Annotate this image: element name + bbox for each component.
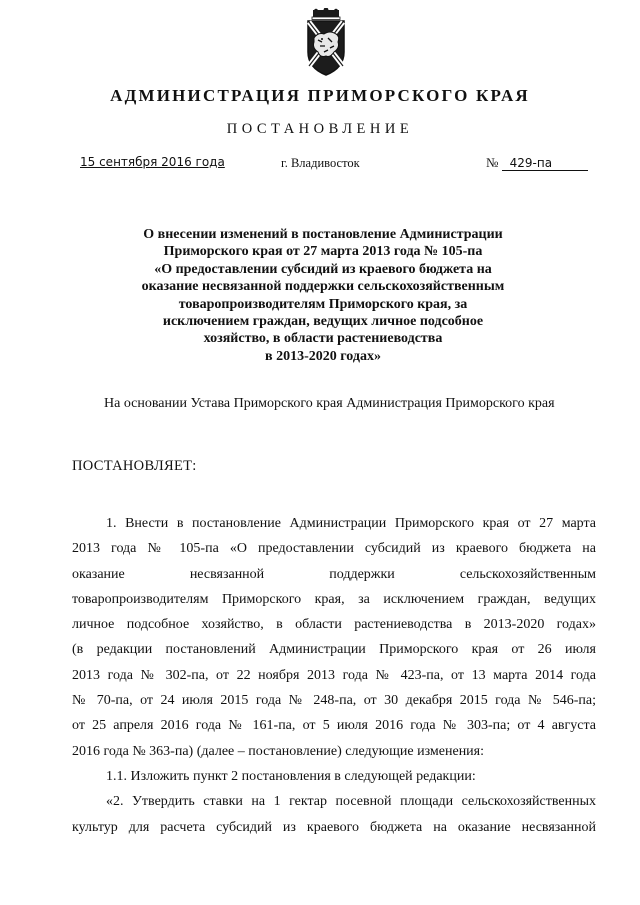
body-line: № 70-па, от 24 июля 2015 года № 248-па, от 30 декабря 2015 года № 546-па;	[72, 693, 596, 709]
decree-word: ПОСТАНОВЛЯЕТ:	[72, 458, 197, 474]
document-type: ПОСТАНОВЛЕНИЕ	[226, 121, 414, 137]
body-line: 1.1. Изложить пункт 2 постановления в следующей редакции:	[106, 768, 476, 784]
body-line: 2016 года № 363-па) (далее – постановление) следующие изменения:	[72, 743, 485, 759]
body-line: (в редакции постановлений Администрации Приморского края от 26 июля	[72, 642, 596, 658]
body-line: 1. Внести в постановление Администрации Приморского края от 27 марта	[106, 516, 596, 531]
subject-line: товаропроизводителям Приморского края, за	[178, 296, 468, 312]
subject-line: «О предоставлении субсидий из краевого бюджета на	[154, 261, 492, 277]
subject-line: хозяйство, в области растениеводства	[203, 331, 443, 347]
body-line: культур для расчета субсидий из краевого бюджета на оказание несвязанной	[72, 819, 596, 835]
body-text	[72, 511, 596, 840]
number-label: №	[486, 155, 499, 170]
document-subject	[110, 226, 536, 365]
subject-line: оказание несвязанной поддержки сельскохозяйственным	[141, 279, 505, 295]
primorsky-coat-of-arms-icon	[300, 8, 352, 78]
body-line: товаропроизводителям Приморского края, за исключением граждан, ведущих	[72, 591, 596, 607]
document-number	[486, 155, 588, 171]
document-meta	[0, 155, 640, 177]
body-line: оказание несвязанной поддержки сельскохозяйственным	[72, 566, 596, 582]
subject-line: Приморского края от 27 марта 2013 года № 105-па	[163, 244, 483, 260]
body-line: личное подсобное хозяйство, в области растениеводства в 2013-2020 годах»	[72, 617, 596, 633]
body-line: 2013 года № 105-па «О предоставлении субсидий из краевого бюджета на	[72, 541, 596, 557]
document-city: г. Владивосток	[281, 156, 360, 170]
body-line: 2013 года № 302-па, от 22 ноября 2013 года № 423-па, от 13 марта 2014 года	[72, 667, 596, 683]
subject-line: в 2013-2020 годах»	[265, 348, 381, 364]
body-line: от 25 апреля 2016 года № 161-па, от 5 июля 2016 года № 303-па; от 4 августа	[72, 718, 596, 734]
subject-line: исключением граждан, ведущих личное подсобное	[162, 314, 484, 330]
body-line: «2. Утвердить ставки на 1 гектар посевной площади сельскохозяйственных	[106, 794, 596, 810]
organization-title: АДМИНИСТРАЦИЯ ПРИМОРСКОГО КРАЯ	[110, 86, 530, 105]
number-value: 429-па	[502, 156, 588, 171]
basis-paragraph: На основании Устава Приморского края Администрация Приморского края	[104, 396, 555, 411]
subject-line: О внесении изменений в постановление Администрации	[143, 227, 503, 242]
document-date: 15 сентября 2016 года	[80, 155, 225, 169]
